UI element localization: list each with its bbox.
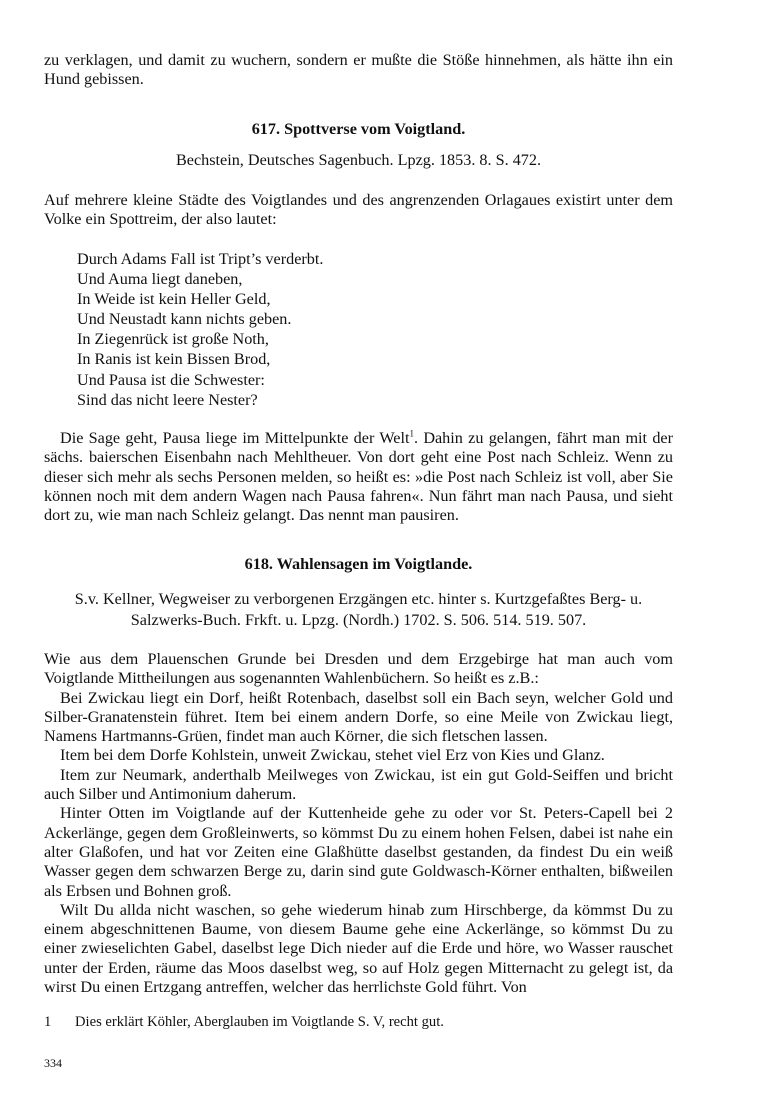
section-618-paragraph-1: Wie aus dem Plauenschen Grunde bei Dresden und dem Erzgebirge hat man auch vom Voigtlande Mittheilungen aus sogenannten Wahlenbüchern. So heißt es z.B.: — [44, 650, 673, 688]
verse-line: In Ranis ist kein Bissen Brod, — [77, 350, 271, 369]
verse — [77, 249, 673, 410]
footnote-number: 1 — [44, 1014, 52, 1030]
footnote-text: Dies erklärt Köhler, Aberglauben im Voigtlande S. V, recht gut. — [75, 1014, 444, 1030]
section-618-source-line-1: S.v. Kellner, Wegweiser zu verborgenen Erzgängen etc. hinter s. Kurtzgefaßtes Berg- u. — [74, 590, 643, 608]
verse-line: Und Pausa ist die Schwester: — [77, 370, 265, 389]
verse-line: In Ziegenrück ist große Noth, — [77, 330, 269, 349]
verse-block — [44, 249, 673, 410]
verse-line: Durch Adams Fall ist Tript’s verderbt. — [77, 250, 324, 268]
footnote-reference: 1 — [409, 428, 414, 439]
section-617-title: 617. Spottverse vom Voigtland. — [251, 120, 466, 138]
paragraph-2-start: Die Sage geht, Pausa liege im Mittelpunkte der Welt — [60, 429, 410, 447]
section-618-paragraph-2: Bei Zwickau liegt ein Dorf, heißt Rotenbach, daselbst soll ein Bach seyn, welcher Gold und Silber-Granatenstein führet. Item bei einem andern Dorfe, so eine Meile von Zwickau liegt, Namens Hartmanns-Grüen, findet man auch Körner, die sich fletschen lassen. — [44, 688, 673, 746]
section-617-source: Bechstein, Deutsches Sagenbuch. Lpzg. 1853. 8. S. 472. — [175, 151, 542, 169]
section-617-body — [44, 191, 673, 230]
section-617 — [44, 119, 673, 139]
intro-block — [44, 51, 673, 90]
section-617-source-block — [44, 150, 673, 171]
section-618-paragraph-5: Hinter Otten im Voigtlande auf der Kuttenheide gehe zu oder vor St. Peters-Capell bei 2 Ackerlänge, gegen dem Großleinwerts, so kömmst Du zu einem hohen Felsen, dabei ist nahe ein alter Glaßofen, und hat vor Zeiten eine Glaßhütte daselbst gestanden, da findest Du ein weiß Wasser gegen dem schwarzen Berge zu, darin sind gute Goldwasch-Körner enthalten, bißweilen als Erbsen und Bohnen groß. — [44, 804, 673, 900]
verse-line: Und Auma liegt daneben, — [77, 270, 243, 289]
section-618-title: 618. Wahlensagen im Voigtlande. — [244, 555, 473, 573]
section-618-paragraph-3: Item bei dem Dorfe Kohlstein, unweit Zwickau, stehet viel Erz von Kies und Glanz. — [60, 746, 605, 765]
verse-line: Und Neustadt kann nichts geben. — [77, 310, 292, 329]
section-618-paragraph-6: Wilt Du allda nicht waschen, so gehe wiederum hinab zum Hirschberge, da kömmst Du zu einem abgeschnittenen Baume, von diesem Baume gehe eine Ackerlänge, so kömmst Du zu einer zwieselichten Gabel, daselbst lege Dich nieder auf die Erde und höre, wo Wasser rauschet unter der Erden, räume das Moos daselbst weg, so auf Holz gegen Mitternacht zu gelegt ist, da wirst Du einen Ertzgang antreffen, welcher das herrlichste Gold führt. Von — [44, 900, 673, 997]
section-617-paragraph-1: Auf mehrere kleine Städte des Voigtlandes und des angrenzenden Orlagaues existirt unter dem Volke ein Spottreim, der also lautet: — [44, 191, 673, 229]
section-618-paragraph-4: Item zur Neumark, anderthalb Meilweges von Zwickau, ist ein gut Gold-Seiffen und bricht auch Silber und Antimonium daherum. — [44, 765, 673, 804]
intro-paragraph: zu verklagen, und damit zu wuchern, sondern er mußte die Stöße hinnehmen, als hätte ihn ein Hund gebissen. — [44, 51, 673, 89]
paragraph-2-rest: . Dahin zu gelangen, fährt man mit der sächs. baierschen Eisenbahn nach Mehltheuer. Von dort geht eine Post nach Schleiz. Wenn zu dieser sich mehr als sechs Personen melden, so heißt es: »die Post nach Schleiz ist voll, aber Sie können noch mit dem andern Wagen nach Pausa fahren«. Nun fährt man nach Pausa, und sieht dort zu, wie man nach Schleiz gelangt. Das nennt man pausiren. — [44, 429, 673, 525]
page-number: 334 — [44, 1056, 62, 1070]
section-617-paragraph-2 — [44, 429, 673, 525]
footnote — [44, 1013, 444, 1031]
section-618-source-line-2: Salzwerks-Buch. Frkft. u. Lpzg. (Nordh.) 1702. S. 506. 514. 519. 507. — [130, 611, 587, 629]
verse-line: Sind das nicht leere Nester? — [77, 390, 258, 409]
verse-line: In Weide ist kein Heller Geld, — [77, 290, 271, 309]
section-618-source-block — [44, 589, 673, 631]
section-617-body-2 — [44, 429, 673, 525]
section-618-body — [44, 650, 673, 997]
section-618 — [44, 554, 673, 574]
